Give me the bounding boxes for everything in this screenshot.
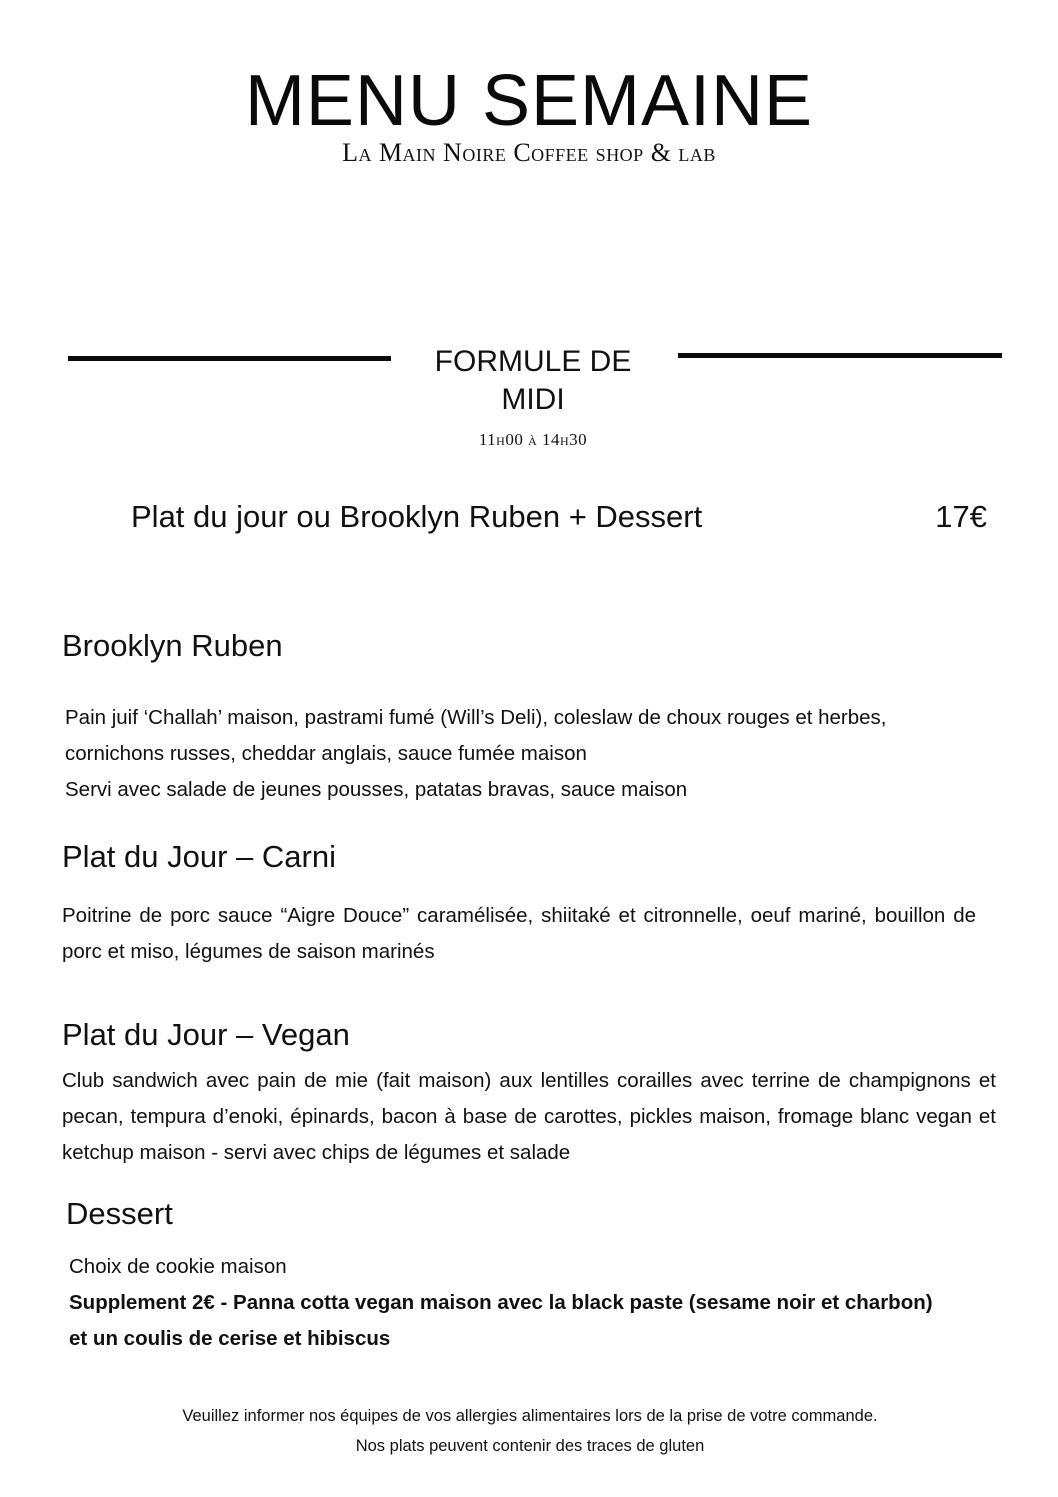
gluten-notice: Nos plats peuvent contenir des traces de gluten — [355, 1437, 705, 1455]
footer-notice — [150, 1401, 910, 1461]
formule-title — [395, 343, 671, 419]
menu-title: MENU SEMAINE — [244, 61, 814, 141]
description-line: cornichons russes, cheddar anglais, sauce fumée maison — [65, 742, 587, 765]
formule-title-line2: MIDI — [501, 383, 565, 416]
formule-price: 17€ — [935, 499, 987, 534]
formule-hours: 11h00 à 14h30 — [478, 430, 588, 449]
description-line: Servi avec salade de jeunes pousses, patatas bravas, sauce maison — [65, 778, 688, 801]
formule-offer: Plat du jour ou Brooklyn Ruben + Dessert — [131, 499, 703, 534]
dish-description-carni: Poitrine de porc sauce “Aigre Douce” caramélisée, shiitaké et citronnelle, oeuf mariné, bouillon de porc et miso, légumes de saison marinés — [62, 904, 976, 963]
dish-description-brooklyn-ruben — [65, 700, 995, 808]
restaurant-name: La Main Noire Coffee shop & lab — [342, 138, 716, 167]
description-line: Pain juif ‘Challah’ maison, pastrami fumé (Will’s Deli), coleslaw de choux rouges et herbes, — [65, 706, 887, 729]
allergy-notice: Veuillez informer nos équipes de vos allergies alimentaires lors de la prise de votre commande. — [182, 1407, 878, 1425]
dish-title-brooklyn-ruben: Brooklyn Ruben — [62, 628, 283, 663]
dish-description-dessert — [69, 1249, 939, 1357]
dish-title-carni: Plat du Jour – Carni — [62, 839, 336, 874]
dessert-supplement: Supplement 2€ - Panna cotta vegan maison avec la black paste (sesame noir et charbon) et un coulis de cerise et hibiscus — [69, 1291, 933, 1350]
dessert-cookie: Choix de cookie maison — [69, 1255, 287, 1278]
dish-description-vegan: Club sandwich avec pain de mie (fait maison) aux lentilles corailles avec terrine de champignons et pecan, tempura d’enoki, épinards, bacon à base de carottes, pickles maison, fromage blanc vegan et ketchup maison - servi avec chips de légumes et salade — [62, 1069, 996, 1164]
formule-title-line1: FORMULE DE — [434, 345, 632, 378]
right-divider — [678, 353, 1002, 358]
dish-title-dessert: Dessert — [66, 1196, 173, 1231]
dish-title-vegan: Plat du Jour – Vegan — [62, 1017, 350, 1052]
left-divider — [68, 356, 391, 361]
